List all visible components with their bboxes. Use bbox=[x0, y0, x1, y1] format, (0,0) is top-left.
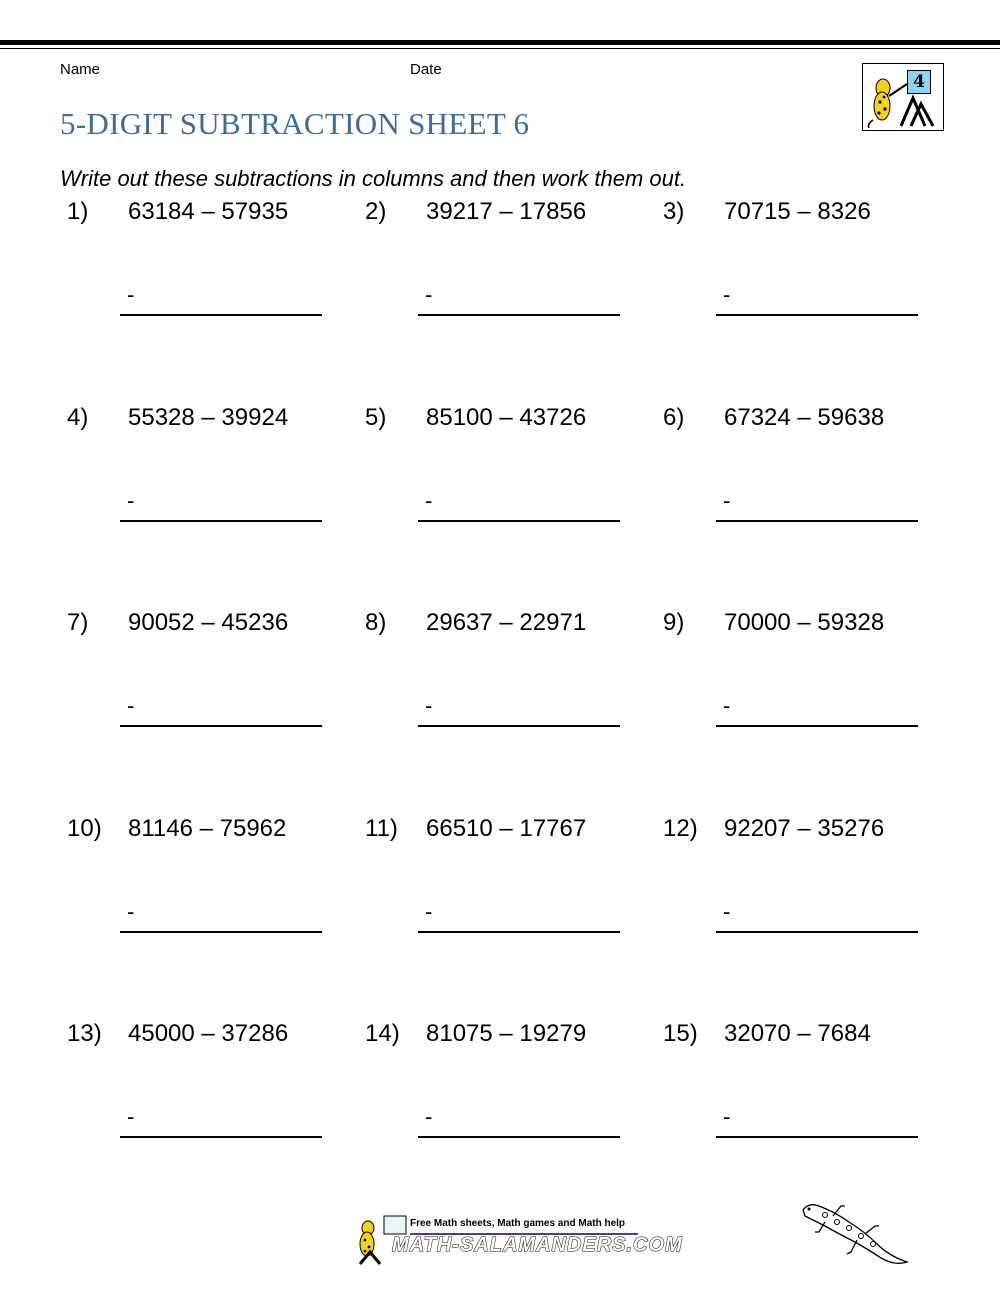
answer-line bbox=[120, 520, 322, 522]
problem-5 bbox=[365, 404, 645, 544]
problem-2 bbox=[365, 198, 645, 338]
problem-expression: 85100 – 43726 bbox=[426, 404, 587, 431]
problem-number: 5) bbox=[365, 404, 387, 431]
problem-number: 1) bbox=[67, 198, 89, 225]
problem-expression: 66510 – 17767 bbox=[426, 815, 587, 842]
minus-sign: - bbox=[723, 282, 731, 307]
minus-sign: - bbox=[127, 1104, 135, 1129]
page-title: 5-DIGIT SUBTRACTION SHEET 6 bbox=[60, 106, 530, 141]
problem-expression: 70000 – 59328 bbox=[724, 609, 885, 636]
spotted-lizard-icon bbox=[795, 1196, 915, 1270]
problem-number: 3) bbox=[663, 198, 685, 225]
answer-line bbox=[418, 1136, 620, 1138]
problem-7 bbox=[67, 609, 347, 749]
answer-line bbox=[716, 931, 918, 933]
problem-4 bbox=[67, 404, 347, 544]
minus-sign: - bbox=[127, 282, 135, 307]
minus-sign: - bbox=[723, 693, 731, 718]
top-rule-thin bbox=[0, 48, 1000, 49]
answer-line bbox=[120, 931, 322, 933]
problem-12 bbox=[663, 815, 943, 955]
problem-8 bbox=[365, 609, 645, 749]
minus-sign: - bbox=[425, 899, 433, 924]
problem-11 bbox=[365, 815, 645, 955]
answer-line bbox=[716, 520, 918, 522]
minus-sign: - bbox=[127, 899, 135, 924]
problem-expression: 55328 – 39924 bbox=[128, 404, 289, 431]
answer-line bbox=[120, 725, 322, 727]
footer-site-name: MATH-SALAMANDERS.COM bbox=[392, 1234, 683, 1256]
answer-line bbox=[418, 314, 620, 316]
problem-expression: 63184 – 57935 bbox=[128, 198, 289, 225]
problem-expression: 70715 – 8326 bbox=[724, 198, 871, 225]
problem-number: 4) bbox=[67, 404, 89, 431]
answer-line bbox=[120, 1136, 322, 1138]
problem-number: 15) bbox=[663, 1020, 698, 1047]
problem-expression: 92207 – 35276 bbox=[724, 815, 885, 842]
answer-line bbox=[716, 725, 918, 727]
footer-tagline: Free Math sheets, Math games and Math help bbox=[410, 1218, 626, 1229]
problem-number: 6) bbox=[663, 404, 685, 431]
problem-1 bbox=[67, 198, 347, 338]
problem-3 bbox=[663, 198, 943, 338]
problem-6 bbox=[663, 404, 943, 544]
instructions: Write out these subtractions in columns and then work them out. bbox=[60, 166, 687, 191]
grade-badge: 4 bbox=[907, 70, 931, 94]
answer-line bbox=[120, 314, 322, 316]
problem-10 bbox=[67, 815, 347, 955]
problem-14 bbox=[365, 1020, 645, 1160]
problem-expression: 67324 – 59638 bbox=[724, 404, 885, 431]
name-label: Name bbox=[60, 61, 101, 78]
date-label: Date bbox=[410, 61, 442, 78]
problem-13 bbox=[67, 1020, 347, 1160]
problem-number: 11) bbox=[365, 815, 398, 842]
problem-number: 14) bbox=[365, 1020, 400, 1047]
problem-expression: 32070 – 7684 bbox=[724, 1020, 871, 1047]
minus-sign: - bbox=[723, 488, 731, 513]
problem-expression: 39217 – 17856 bbox=[426, 198, 587, 225]
problem-expression: 90052 – 45236 bbox=[128, 609, 289, 636]
problem-expression: 29637 – 22971 bbox=[426, 609, 587, 636]
minus-sign: - bbox=[723, 1104, 731, 1129]
problem-9 bbox=[663, 609, 943, 749]
minus-sign: - bbox=[723, 899, 731, 924]
footer-logo bbox=[352, 1212, 683, 1266]
answer-line bbox=[716, 314, 918, 316]
minus-sign: - bbox=[425, 488, 433, 513]
problem-number: 13) bbox=[67, 1020, 102, 1047]
answer-line bbox=[418, 931, 620, 933]
salamander-teacher-icon bbox=[863, 64, 943, 130]
answer-line bbox=[716, 1136, 918, 1138]
problem-expression: 45000 – 37286 bbox=[128, 1020, 289, 1047]
top-rule-thick bbox=[0, 40, 1000, 45]
minus-sign: - bbox=[425, 693, 433, 718]
problem-expression: 81146 – 75962 bbox=[128, 815, 287, 842]
problem-expression: 81075 – 19279 bbox=[426, 1020, 587, 1047]
problem-15 bbox=[663, 1020, 943, 1160]
problem-number: 2) bbox=[365, 198, 387, 225]
problem-number: 8) bbox=[365, 609, 387, 636]
answer-line bbox=[418, 520, 620, 522]
minus-sign: - bbox=[425, 1104, 433, 1129]
minus-sign: - bbox=[127, 488, 135, 513]
problem-number: 12) bbox=[663, 815, 698, 842]
problem-number: 10) bbox=[67, 815, 102, 842]
minus-sign: - bbox=[425, 282, 433, 307]
problem-number: 9) bbox=[663, 609, 685, 636]
problem-number: 7) bbox=[67, 609, 89, 636]
salamander-logo bbox=[862, 63, 944, 131]
answer-line bbox=[418, 725, 620, 727]
minus-sign: - bbox=[127, 693, 135, 718]
